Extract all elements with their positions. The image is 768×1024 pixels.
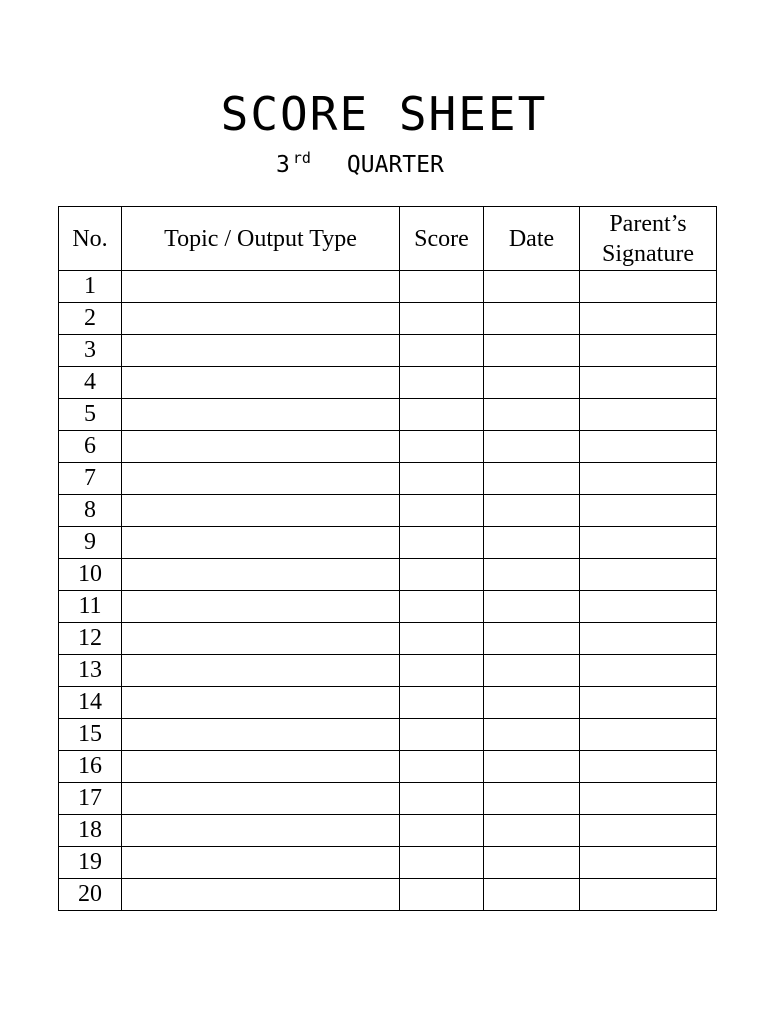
quarter-ordinal-suffix: rd bbox=[292, 149, 311, 167]
topic-cell bbox=[122, 271, 400, 303]
date-cell bbox=[484, 719, 580, 751]
table-header-row bbox=[59, 207, 717, 271]
page-title: SCORE SHEET bbox=[220, 87, 548, 141]
date-cell bbox=[484, 815, 580, 847]
table-row bbox=[59, 879, 717, 911]
table-row bbox=[59, 591, 717, 623]
row-number-cell: 16 bbox=[59, 751, 122, 783]
score-cell bbox=[400, 559, 484, 591]
column-header-score: Score bbox=[400, 207, 484, 271]
date-cell bbox=[484, 783, 580, 815]
score-cell bbox=[400, 463, 484, 495]
row-number-cell: 8 bbox=[59, 495, 122, 527]
score-cell bbox=[400, 847, 484, 879]
signature-cell bbox=[580, 815, 717, 847]
signature-cell bbox=[580, 847, 717, 879]
date-cell bbox=[484, 495, 580, 527]
topic-cell bbox=[122, 719, 400, 751]
table-row bbox=[59, 751, 717, 783]
row-number-cell: 19 bbox=[59, 847, 122, 879]
topic-cell bbox=[122, 559, 400, 591]
signature-cell bbox=[580, 719, 717, 751]
signature-cell bbox=[580, 559, 717, 591]
row-number-cell: 13 bbox=[59, 655, 122, 687]
signature-cell bbox=[580, 367, 717, 399]
signature-cell bbox=[580, 751, 717, 783]
signature-cell bbox=[580, 687, 717, 719]
score-cell bbox=[400, 751, 484, 783]
signature-cell bbox=[580, 495, 717, 527]
score-cell bbox=[400, 303, 484, 335]
table-row bbox=[59, 335, 717, 367]
row-number-cell: 14 bbox=[59, 687, 122, 719]
score-cell bbox=[400, 719, 484, 751]
date-cell bbox=[484, 559, 580, 591]
table-row bbox=[59, 399, 717, 431]
row-number-cell: 11 bbox=[59, 591, 122, 623]
topic-cell bbox=[122, 655, 400, 687]
score-cell bbox=[400, 527, 484, 559]
topic-cell bbox=[122, 687, 400, 719]
score-cell bbox=[400, 783, 484, 815]
topic-cell bbox=[122, 623, 400, 655]
signature-cell bbox=[580, 879, 717, 911]
topic-cell bbox=[122, 399, 400, 431]
topic-cell bbox=[122, 463, 400, 495]
column-header-topic: Topic / Output Type bbox=[122, 207, 400, 271]
table-row bbox=[59, 431, 717, 463]
table-row bbox=[59, 495, 717, 527]
score-cell bbox=[400, 687, 484, 719]
score-cell bbox=[400, 431, 484, 463]
table-row bbox=[59, 815, 717, 847]
score-table bbox=[58, 206, 717, 911]
quarter-label: QUARTER bbox=[346, 152, 444, 178]
quarter-number: 3 bbox=[276, 152, 290, 178]
topic-cell bbox=[122, 303, 400, 335]
table-row bbox=[59, 623, 717, 655]
table-body bbox=[59, 271, 717, 911]
row-number-cell: 4 bbox=[59, 367, 122, 399]
signature-cell bbox=[580, 655, 717, 687]
signature-cell bbox=[580, 431, 717, 463]
date-cell bbox=[484, 591, 580, 623]
date-cell bbox=[484, 655, 580, 687]
row-number-cell: 10 bbox=[59, 559, 122, 591]
score-cell bbox=[400, 879, 484, 911]
date-cell bbox=[484, 303, 580, 335]
date-cell bbox=[484, 399, 580, 431]
date-cell bbox=[484, 527, 580, 559]
topic-cell bbox=[122, 879, 400, 911]
signature-cell bbox=[580, 271, 717, 303]
row-number-cell: 7 bbox=[59, 463, 122, 495]
row-number-cell: 17 bbox=[59, 783, 122, 815]
score-cell bbox=[400, 335, 484, 367]
row-number-cell: 20 bbox=[59, 879, 122, 911]
signature-cell bbox=[580, 335, 717, 367]
row-number-cell: 2 bbox=[59, 303, 122, 335]
signature-cell bbox=[580, 591, 717, 623]
table-row bbox=[59, 719, 717, 751]
row-number-cell: 6 bbox=[59, 431, 122, 463]
score-cell bbox=[400, 367, 484, 399]
table-row bbox=[59, 367, 717, 399]
table-row bbox=[59, 527, 717, 559]
topic-cell bbox=[122, 495, 400, 527]
table-row bbox=[59, 847, 717, 879]
topic-cell bbox=[122, 751, 400, 783]
signature-cell bbox=[580, 623, 717, 655]
score-cell bbox=[400, 495, 484, 527]
score-cell bbox=[400, 399, 484, 431]
topic-cell bbox=[122, 367, 400, 399]
table-row bbox=[59, 783, 717, 815]
score-cell bbox=[400, 815, 484, 847]
signature-cell bbox=[580, 303, 717, 335]
signature-cell bbox=[580, 527, 717, 559]
date-cell bbox=[484, 751, 580, 783]
column-header-no: No. bbox=[59, 207, 122, 271]
date-cell bbox=[484, 847, 580, 879]
topic-cell bbox=[122, 783, 400, 815]
signature-cell bbox=[580, 783, 717, 815]
row-number-cell: 12 bbox=[59, 623, 122, 655]
table-row bbox=[59, 271, 717, 303]
row-number-cell: 3 bbox=[59, 335, 122, 367]
date-cell bbox=[484, 463, 580, 495]
score-cell bbox=[400, 623, 484, 655]
signature-cell bbox=[580, 399, 717, 431]
page-subtitle bbox=[276, 148, 444, 184]
column-header-parent-signature: Parent’s Signature bbox=[580, 207, 717, 271]
topic-cell bbox=[122, 847, 400, 879]
row-number-cell: 5 bbox=[59, 399, 122, 431]
date-cell bbox=[484, 687, 580, 719]
topic-cell bbox=[122, 815, 400, 847]
topic-cell bbox=[122, 431, 400, 463]
score-cell bbox=[400, 655, 484, 687]
table-row bbox=[59, 559, 717, 591]
row-number-cell: 1 bbox=[59, 271, 122, 303]
table-row bbox=[59, 303, 717, 335]
score-cell bbox=[400, 271, 484, 303]
date-cell bbox=[484, 431, 580, 463]
date-cell bbox=[484, 879, 580, 911]
column-header-date: Date bbox=[484, 207, 580, 271]
topic-cell bbox=[122, 335, 400, 367]
row-number-cell: 18 bbox=[59, 815, 122, 847]
topic-cell bbox=[122, 527, 400, 559]
signature-cell bbox=[580, 463, 717, 495]
score-cell bbox=[400, 591, 484, 623]
date-cell bbox=[484, 271, 580, 303]
table-row bbox=[59, 687, 717, 719]
table-row bbox=[59, 463, 717, 495]
row-number-cell: 15 bbox=[59, 719, 122, 751]
date-cell bbox=[484, 335, 580, 367]
topic-cell bbox=[122, 591, 400, 623]
date-cell bbox=[484, 623, 580, 655]
row-number-cell: 9 bbox=[59, 527, 122, 559]
table-row bbox=[59, 655, 717, 687]
date-cell bbox=[484, 367, 580, 399]
